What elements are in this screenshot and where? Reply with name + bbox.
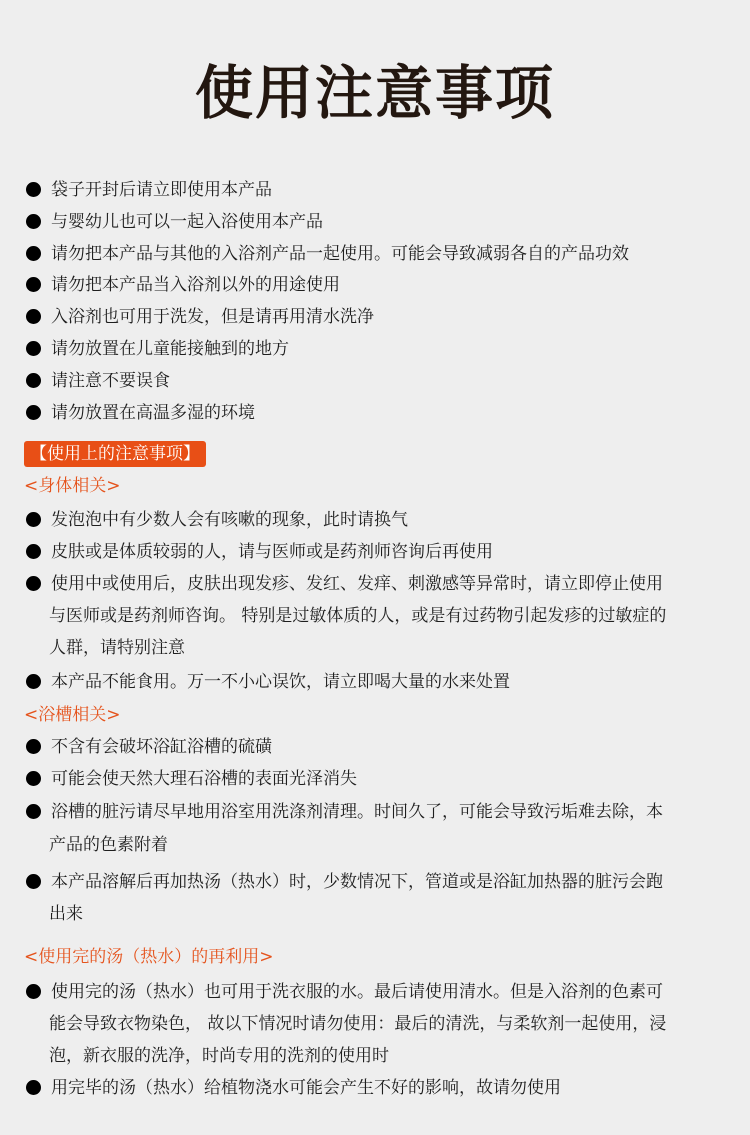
bullet-icon — [26, 277, 41, 292]
bullet-icon — [26, 984, 41, 999]
list-item-continued: 泡，新衣服的洗净，时尚专用的洗剂的使用时 — [49, 1046, 389, 1066]
list-item: 使用中或使用后，皮肤出现发疹、发红、发痒、刺激感等异常时，请立即停止使用 — [51, 574, 663, 594]
list-item: 请勿把本产品与其他的入浴剂产品一起使用。可能会导致减弱各自的产品功效 — [51, 244, 629, 264]
bullet-icon — [26, 674, 41, 689]
bullet-icon — [26, 373, 41, 388]
bullet-icon — [26, 341, 41, 356]
list-item: 皮肤或是体质较弱的人，请与医师或是药剂师咨询后再使用 — [51, 542, 493, 562]
bullet-icon — [26, 544, 41, 559]
list-item: 袋子开封后请立即使用本产品 — [51, 180, 272, 200]
body-section-heading: <身体相关> — [24, 476, 121, 496]
bullet-icon — [26, 1080, 41, 1095]
list-item: 入浴剂也可用于洗发，但是请再用清水洗净 — [51, 307, 374, 327]
bullet-icon — [26, 182, 41, 197]
reuse-section-heading: <使用完的汤（热水）的再利用> — [24, 947, 274, 967]
list-item-continued: 产品的色素附着 — [49, 835, 168, 855]
bullet-icon — [26, 804, 41, 819]
bullet-icon — [26, 771, 41, 786]
bullet-icon — [26, 739, 41, 754]
usage-notice-badge: 【使用上的注意事项】 — [24, 441, 206, 467]
bullet-icon — [26, 246, 41, 261]
bath-section-heading: <浴槽相关> — [24, 705, 121, 725]
bullet-icon — [26, 512, 41, 527]
bullet-icon — [26, 576, 41, 591]
list-item: 发泡泡中有少数人会有咳嗽的现象，此时请换气 — [51, 510, 408, 530]
list-item: 本产品溶解后再加热汤（热水）时，少数情况下，管道或是浴缸加热器的脏污会跑 — [51, 872, 663, 892]
list-item: 请勿放置在儿童能接触到的地方 — [51, 339, 289, 359]
list-item: 浴槽的脏污请尽早地用浴室用洗涤剂清理。时间久了，可能会导致污垢难去除，本 — [51, 802, 663, 822]
list-item: 本产品不能食用。万一不小心误饮，请立即喝大量的水来处置 — [51, 672, 510, 692]
list-item: 不含有会破坏浴缸浴槽的硫磺 — [51, 737, 272, 757]
list-item: 请注意不要误食 — [51, 371, 170, 391]
list-item: 请勿把本产品当入浴剂以外的用途使用 — [51, 275, 340, 295]
page-title: 使用注意事项 — [194, 59, 555, 127]
bullet-icon — [26, 309, 41, 324]
list-item-continued: 能会导致衣物染色， 故以下情况时请勿使用：最后的清洗，与柔软剂一起使用，浸 — [49, 1014, 667, 1034]
list-item: 用完毕的汤（热水）给植物浇水可能会产生不好的影响，故请勿使用 — [51, 1078, 561, 1098]
bullet-icon — [26, 405, 41, 420]
bullet-icon — [26, 874, 41, 889]
list-item: 请勿放置在高温多湿的环境 — [51, 403, 255, 423]
list-item: 与婴幼儿也可以一起入浴使用本产品 — [51, 212, 323, 232]
list-item-continued: 与医师或是药剂师咨询。 特别是过敏体质的人，或是有过药物引起发疹的过敏症的 — [49, 606, 667, 626]
list-item: 可能会使天然大理石浴槽的表面光泽消失 — [51, 769, 357, 789]
list-item: 使用完的汤（热水）也可用于洗衣服的水。最后请使用清水。但是入浴剂的色素可 — [51, 982, 663, 1002]
list-item-continued: 人群，请特别注意 — [49, 638, 185, 658]
bullet-icon — [26, 214, 41, 229]
list-item-continued: 出来 — [49, 904, 83, 924]
